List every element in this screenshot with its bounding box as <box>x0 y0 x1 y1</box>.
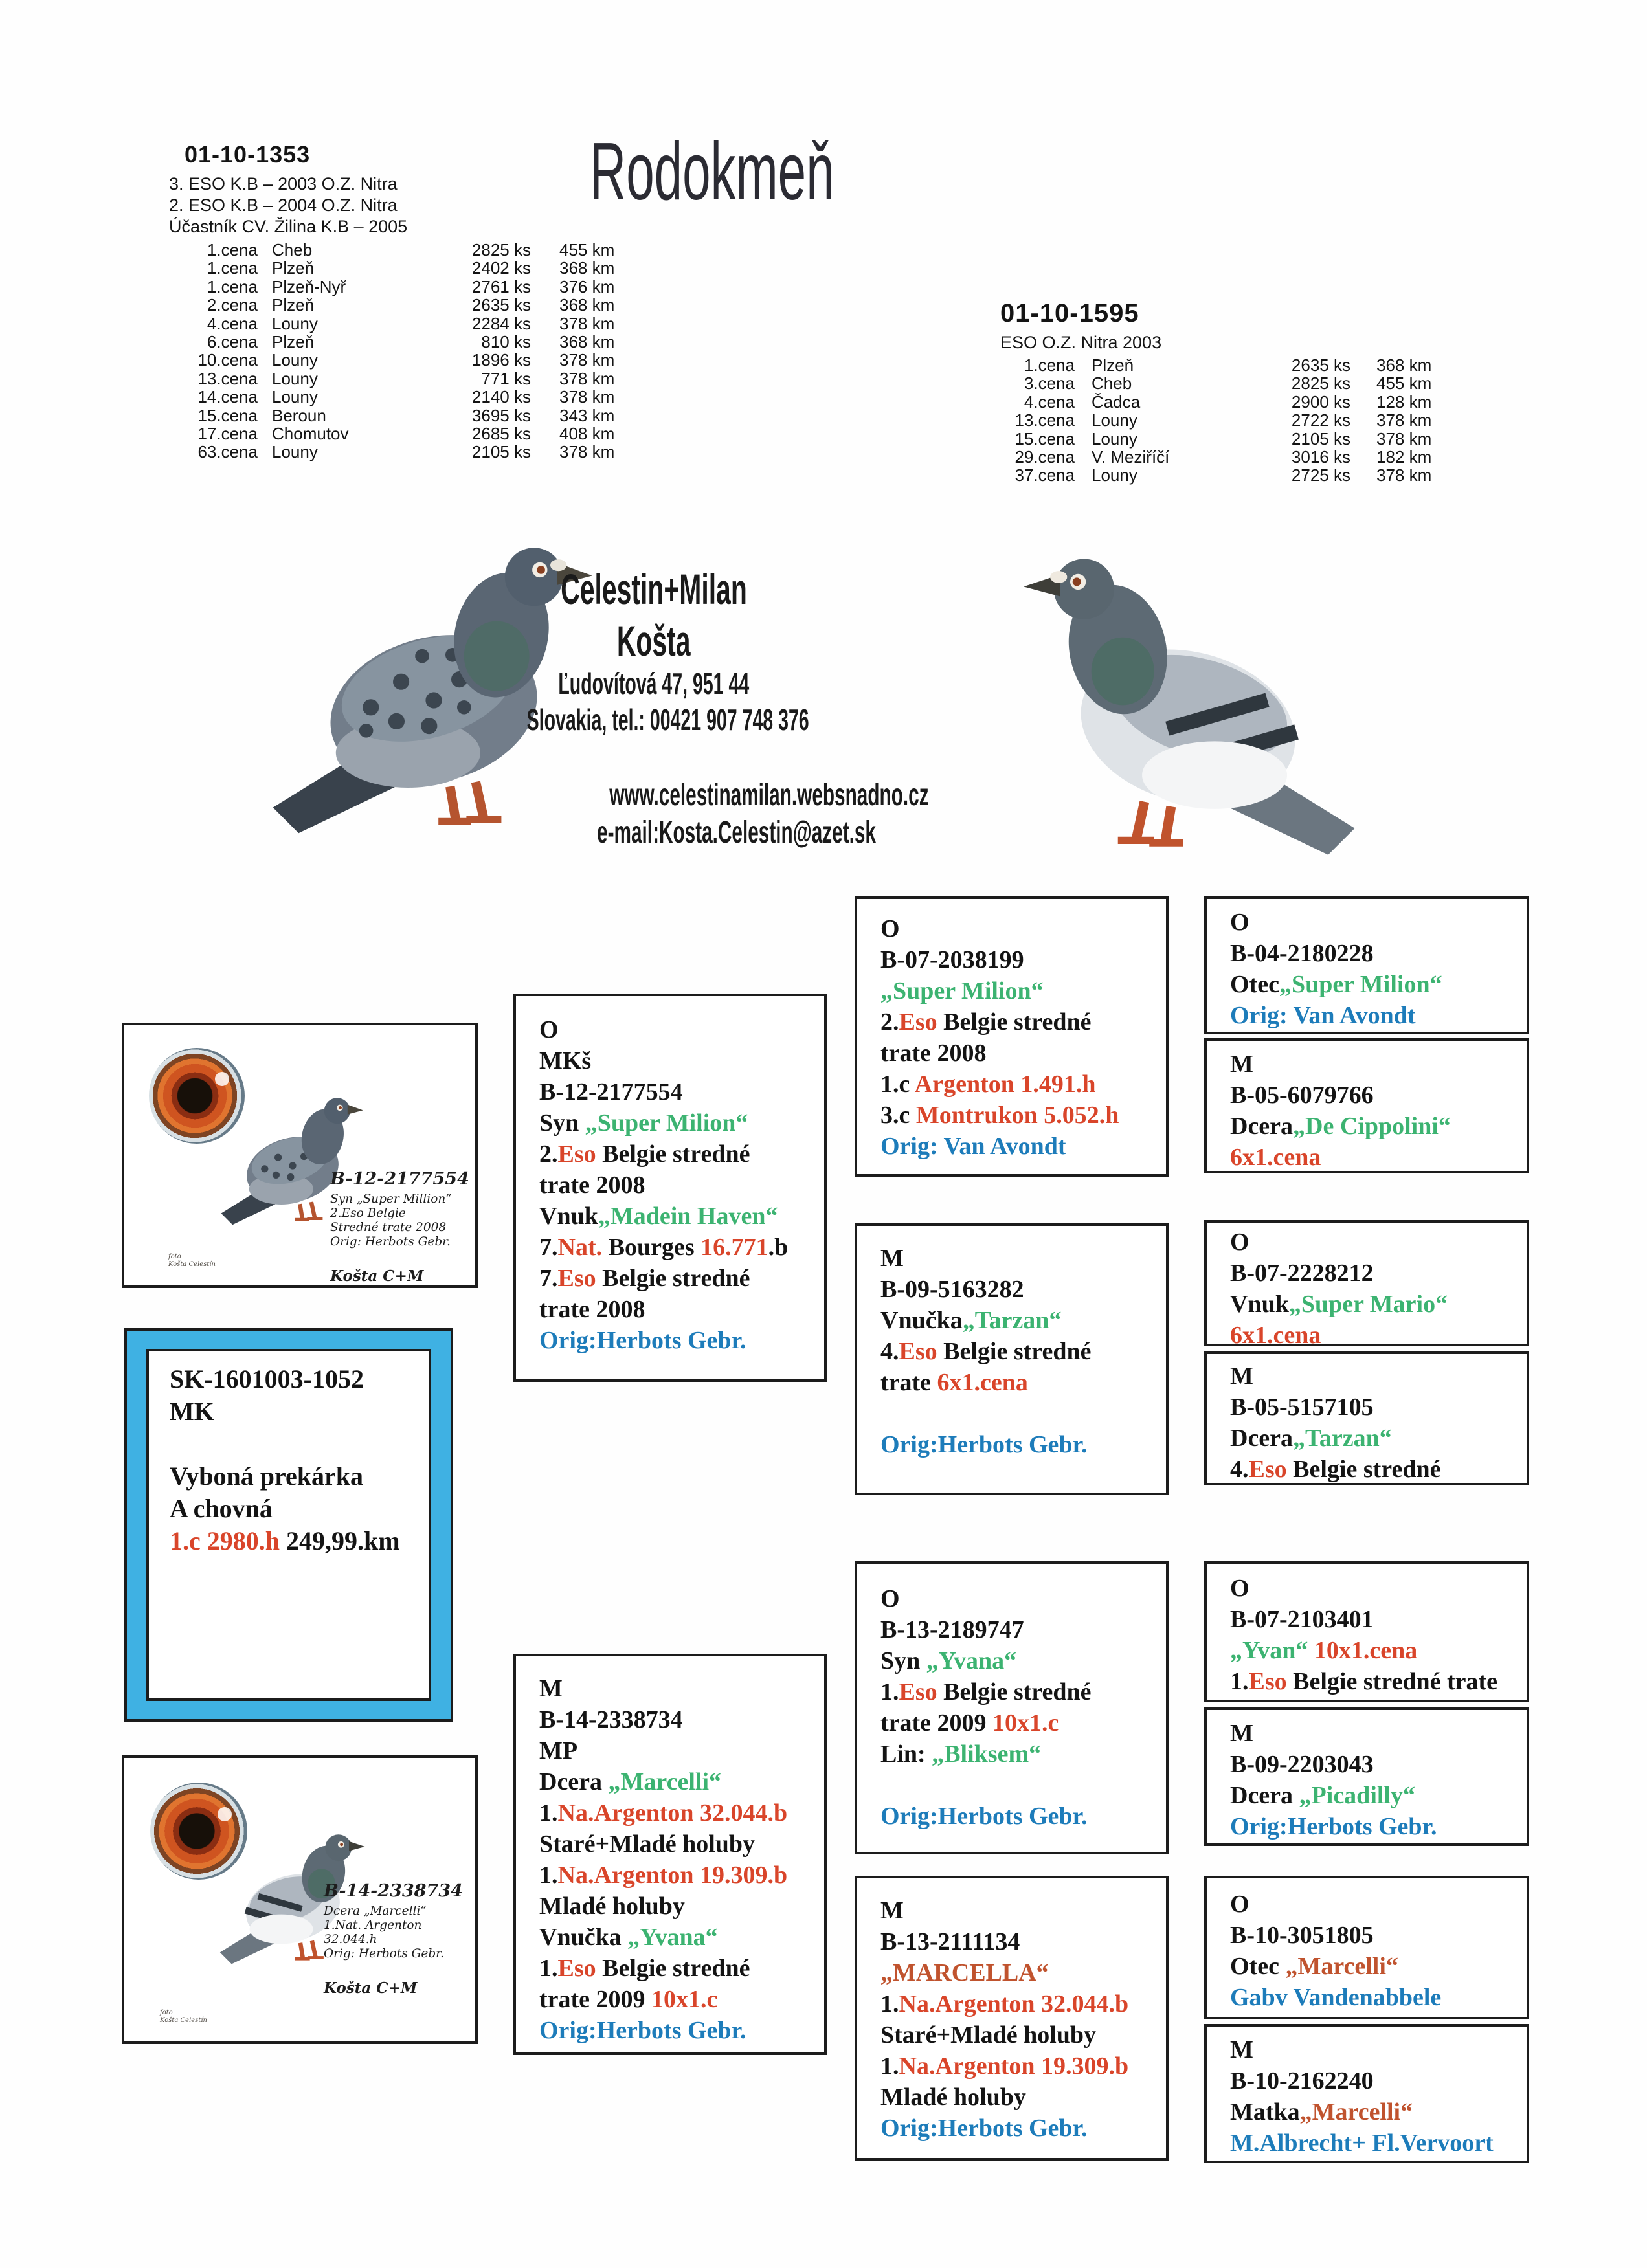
race-place: Plzeň <box>1092 355 1134 375</box>
pedigree-line: trate 6x1.cena <box>880 1369 1028 1396</box>
race-distance: 378 km <box>559 368 615 388</box>
race-place: Louny <box>272 313 318 333</box>
race-distance: 182 km <box>1376 447 1432 467</box>
race-result-row <box>183 241 614 259</box>
pedigree-line: B-10-2162240 <box>1230 2067 1374 2095</box>
caption-line: Orig: Herbots Gebr. <box>330 1235 451 1249</box>
pedigree-line: M <box>1230 1362 1253 1390</box>
pedigree-line: Orig:Herbots Gebr. <box>880 1803 1088 1830</box>
race-rank: 2.cena <box>207 295 258 315</box>
race-result-row <box>183 259 614 277</box>
race-birds-count: 2140 ks <box>471 387 531 407</box>
pedigree-line <box>880 1770 1160 1801</box>
race-distance: 378 km <box>559 313 615 333</box>
race-result-row <box>1000 430 1431 448</box>
pedigree-line: Lin: „Bliksem“ <box>880 1740 1042 1768</box>
pedigree-box-grandsire-1 <box>855 896 1169 1177</box>
pedigree-line: Mladé holuby <box>539 1893 685 1920</box>
pedigree-line: B-09-2203043 <box>1230 1751 1374 1778</box>
race-rank: 37.cena <box>1014 465 1075 485</box>
race-result-row <box>183 370 614 388</box>
pedigree-line: Mladé holuby <box>880 2084 1026 2111</box>
pedigree-line: 1.Na.Argenton 19.309.b <box>539 1862 788 1889</box>
caption-ring: B-14-2338734 <box>324 1881 463 1901</box>
race-place: Louny <box>1092 410 1137 430</box>
caption-signature: Košta C+M <box>324 1979 418 1997</box>
race-place: Louny <box>1092 428 1137 449</box>
pedigree-line: Staré+Mladé holuby <box>880 2021 1097 2049</box>
achievement-line: 2. ESO K.B – 2004 O.Z. Nitra <box>169 195 398 215</box>
pedigree-line: Dcera„Tarzan“ <box>1230 1425 1392 1452</box>
pedigree-line: Matka„Marcelli“ <box>1230 2098 1413 2126</box>
race-rank: 29.cena <box>1014 447 1075 467</box>
race-result-row <box>183 278 614 296</box>
caption-line: 1.Nat. Argenton 32.044.h <box>324 1918 422 1946</box>
race-birds-count: 2284 ks <box>471 313 531 333</box>
pedigree-line: Vnučka „Yvana“ <box>539 1924 718 1951</box>
pedigree-line: Otec „Marcelli“ <box>1230 1953 1398 1980</box>
race-birds-count: 2722 ks <box>1291 410 1350 430</box>
pedigree-box-granddam-1 <box>855 1223 1169 1495</box>
subject-card-frame <box>124 1328 453 1722</box>
pedigree-line: A chovná <box>170 1494 273 1523</box>
pigeon-photo-right <box>1007 498 1369 900</box>
subject-card <box>146 1349 431 1701</box>
pedigree-line: B-12-2177554 <box>539 1078 683 1106</box>
pedigree-line: Orig:Herbots Gebr. <box>880 2115 1088 2142</box>
race-birds-count: 2635 ks <box>1291 355 1350 375</box>
pedigree-line: B-05-6079766 <box>1230 1082 1374 1109</box>
pedigree-line: M.Albrecht+ Fl.Vervoort <box>1230 2129 1494 2157</box>
race-rank: 3.cena <box>1024 373 1075 394</box>
caption-line: Orig: Herbots Gebr. <box>324 1947 444 1961</box>
breeder-phone: Slovakia, tel.: 00421 907 748 376 <box>526 703 809 737</box>
race-result-row <box>1000 374 1431 392</box>
pedigree-box-ggparent-4 <box>1204 1351 1529 1485</box>
pedigree-line: Vnuk„Super Mario“ <box>1230 1291 1448 1318</box>
race-place: Plzeň <box>272 295 315 315</box>
pedigree-line: Vnučka„Tarzan“ <box>880 1307 1062 1334</box>
pedigree-line: O <box>880 915 900 942</box>
race-birds-count: 2825 ks <box>1291 373 1350 394</box>
race-result-row <box>183 351 614 369</box>
race-birds-count: 771 ks <box>481 368 531 388</box>
pedigree-box-grandsire-2 <box>855 1561 1169 1854</box>
caption-line: Dcera „Marcelli“ <box>324 1904 427 1918</box>
breeder-name-line2: Košta <box>617 617 691 665</box>
pedigree-line: trate 2008 <box>539 1296 645 1323</box>
pedigree-box-dam <box>513 1654 827 2055</box>
caption-signature: Košta C+M <box>330 1267 424 1285</box>
race-distance: 378 km <box>559 387 615 407</box>
race-rank: 15.cena <box>1014 428 1075 449</box>
pedigree-line: MK <box>170 1397 214 1426</box>
pedigree-line: SK-1601003-1052 <box>170 1364 364 1394</box>
pedigree-box-ggparent-1 <box>1204 896 1529 1034</box>
pedigree-line: O <box>880 1585 900 1612</box>
pedigree-line: 1.Na.Argenton 19.309.b <box>880 2052 1129 2080</box>
pedigree-line: B-13-2111134 <box>880 1928 1020 1955</box>
pedigree-line: 1.Eso Belgie stredné <box>880 1678 1092 1706</box>
race-result-row <box>1000 356 1431 374</box>
pedigree-line: Orig:Herbots Gebr. <box>539 2017 746 2044</box>
pedigree-line: O <box>1230 1891 1249 1918</box>
race-distance: 368 km <box>559 258 615 278</box>
pedigree-line: 7.Eso Belgie stredné <box>539 1265 750 1292</box>
left-ring-number: 01-10-1353 <box>185 141 311 168</box>
race-birds-count: 2761 ks <box>471 276 531 296</box>
pedigree-box-granddam-2 <box>855 1876 1169 2161</box>
pedigree-line: Orig:Herbots Gebr. <box>1230 1813 1437 1840</box>
race-place: V. Meziříčí <box>1092 447 1170 467</box>
race-birds-count: 2402 ks <box>471 258 531 278</box>
pedigree-box-sire <box>513 994 827 1382</box>
race-place: Louny <box>272 387 318 407</box>
race-place: Louny <box>272 350 318 370</box>
pedigree-line: 2.Eso Belgie stredné <box>880 1008 1092 1036</box>
race-result-row <box>183 406 614 425</box>
pedigree-line: O <box>1230 909 1249 936</box>
race-distance: 343 km <box>559 405 615 425</box>
pedigree-line: 1.Na.Argenton 32.044.b <box>539 1799 788 1827</box>
pedigree-line: B-07-2228212 <box>1230 1260 1374 1287</box>
race-distance: 378 km <box>559 350 615 370</box>
pedigree-line: 3.c Montrukon 5.052.h <box>880 1102 1119 1129</box>
race-birds-count: 2105 ks <box>471 442 531 462</box>
race-distance: 128 km <box>1376 392 1432 412</box>
breeder-name <box>447 563 861 667</box>
photo-credit: foto Košta Celestín <box>168 1253 216 1268</box>
pedigree-line <box>170 1428 423 1460</box>
pedigree-line: O <box>1230 1228 1249 1256</box>
race-birds-count: 2900 ks <box>1291 392 1350 412</box>
race-result-row <box>183 333 614 351</box>
pedigree-line: 1.Na.Argenton 32.044.b <box>880 1990 1129 2018</box>
race-rank: 4.cena <box>1024 392 1075 412</box>
caption-line: Syn „Super Million“ <box>330 1192 452 1206</box>
pedigree-line: MP <box>539 1737 578 1764</box>
race-result-row <box>183 388 614 406</box>
race-rank: 1.cena <box>207 276 258 296</box>
pedigree-line: Dcera „Picadilly“ <box>1230 1782 1415 1809</box>
breeder-web-block <box>511 777 929 852</box>
race-birds-count: 3695 ks <box>471 405 531 425</box>
pedigree-line: 1.Eso Belgie stredné trate <box>1230 1668 1497 1695</box>
race-distance: 378 km <box>1376 428 1432 449</box>
photo-card-sire <box>122 1023 478 1288</box>
pedigree-line: 6x1.cena <box>1230 1322 1321 1349</box>
pedigree-box-ggparent-3 <box>1204 1220 1529 1349</box>
pedigree-line: M <box>880 1245 904 1272</box>
race-distance: 376 km <box>559 276 615 296</box>
pedigree-line: M <box>880 1897 904 1924</box>
race-place: Cheb <box>272 240 313 260</box>
pedigree-line: Gabv Vandenabbele <box>1230 1984 1442 2011</box>
race-rank: 63.cena <box>197 442 258 462</box>
race-rank: 14.cena <box>197 387 258 407</box>
race-rank: 10.cena <box>197 350 258 370</box>
pedigree-line: trate 2009 10x1.c <box>539 1986 718 2013</box>
race-rank: 13.cena <box>197 368 258 388</box>
pedigree-line: O <box>1230 1575 1249 1602</box>
pedigree-box-ggparent-8 <box>1204 2024 1529 2163</box>
pedigree-line: Vyboná prekárka <box>170 1462 363 1491</box>
pedigree-line: B-05-5157105 <box>1230 1394 1374 1421</box>
race-place: Louny <box>1092 465 1137 485</box>
race-result-row <box>1000 393 1431 411</box>
pedigree-line: 1.Eso Belgie stredné <box>539 1955 750 1982</box>
photo-caption-2 <box>324 1878 476 1997</box>
race-distance: 368 km <box>559 332 615 352</box>
pedigree-line: B-09-5163282 <box>880 1276 1024 1303</box>
right-ring-number: 01-10-1595 <box>1000 299 1139 328</box>
pedigree-line: B-13-2189747 <box>880 1616 1024 1643</box>
breeder-website: www.celestinamilan.websnadno.cz <box>609 778 929 812</box>
race-rank: 13.cena <box>1014 410 1075 430</box>
right-results-table <box>1000 356 1431 485</box>
race-birds-count: 1896 ks <box>471 350 531 370</box>
pedigree-box-ggparent-6 <box>1204 1707 1529 1846</box>
race-place: Plzeň <box>272 332 315 352</box>
race-birds-count: 2825 ks <box>471 240 531 260</box>
right-results-block <box>1000 299 1431 485</box>
race-place: Plzeň-Nyř <box>272 276 346 296</box>
race-birds-count: 2725 ks <box>1291 465 1350 485</box>
breeder-email: e-mail:Kosta.Celestin@azet.sk <box>597 816 876 850</box>
pedigree-line: O <box>539 1016 559 1043</box>
race-result-row <box>183 296 614 314</box>
pedigree-line: „Super Milion“ <box>880 977 1044 1005</box>
race-distance: 368 km <box>1376 355 1432 375</box>
pedigree-line: M <box>1230 1051 1253 1078</box>
page-title-text: Rodokmeň <box>590 126 835 217</box>
pedigree-box-ggparent-5 <box>1204 1561 1529 1702</box>
pedigree-line: Syn „Yvana“ <box>880 1647 1017 1674</box>
achievement-line: Účastník CV. Žilina K.B – 2005 <box>169 217 408 236</box>
breeder-address: Ľudovítová 47, 951 44 <box>558 667 750 700</box>
photo-credit: foto Košta Celestín <box>160 2009 207 2024</box>
race-distance: 378 km <box>1376 410 1432 430</box>
race-rank: 1.cena <box>207 258 258 278</box>
race-place: Beroun <box>272 405 326 425</box>
pedigree-line: 7.Nat. Bourges 16.771.b <box>539 1234 789 1261</box>
left-results-table <box>183 241 614 461</box>
achievement-line: ESO O.Z. Nitra 2003 <box>1000 333 1162 352</box>
race-place: Čadca <box>1092 392 1141 412</box>
race-distance: 378 km <box>1376 465 1432 485</box>
race-result-row <box>1000 411 1431 429</box>
race-result-row <box>1000 466 1431 484</box>
pedigree-line: M <box>539 1675 563 1702</box>
breeder-name-line1: Celestin+Milan <box>561 565 747 613</box>
race-rank: 6.cena <box>207 332 258 352</box>
race-place: Cheb <box>1092 373 1132 394</box>
pedigree-line: 2.Eso Belgie stredné <box>539 1140 750 1168</box>
race-result-row <box>183 443 614 461</box>
pedigree-line: B-07-2103401 <box>1230 1606 1374 1633</box>
race-birds-count: 810 ks <box>481 332 531 352</box>
caption-ring: B-12-2177554 <box>330 1169 469 1189</box>
page-title <box>492 124 932 218</box>
race-rank: 17.cena <box>197 424 258 444</box>
race-distance: 455 km <box>559 240 615 260</box>
pedigree-line: B-14-2338734 <box>539 1706 683 1733</box>
race-birds-count: 3016 ks <box>1291 447 1350 467</box>
achievement-line: 3. ESO K.B – 2003 O.Z. Nitra <box>169 174 398 194</box>
pedigree-line: „Yvan“ 10x1.cena <box>1230 1637 1418 1664</box>
pedigree-line: Staré+Mladé holuby <box>539 1830 756 1858</box>
pedigree-line: Orig: Van Avondt <box>1230 1002 1416 1029</box>
race-rank: 15.cena <box>197 405 258 425</box>
race-distance: 368 km <box>559 295 615 315</box>
race-distance: 408 km <box>559 424 615 444</box>
breeder-address-block <box>440 665 868 738</box>
race-distance: 455 km <box>1376 373 1432 394</box>
pedigree-box-ggparent-2 <box>1204 1038 1529 1173</box>
pedigree-line: MKš <box>539 1047 592 1074</box>
pedigree-line: Orig: Van Avondt <box>880 1133 1066 1160</box>
pedigree-line: B-04-2180228 <box>1230 940 1374 967</box>
pedigree-box-ggparent-7 <box>1204 1876 1529 2019</box>
pedigree-line: Vnuk„Madein Haven“ <box>539 1203 778 1230</box>
race-result-row <box>1000 448 1431 466</box>
pedigree-line: Orig:Herbots Gebr. <box>539 1327 746 1354</box>
pedigree-line: 6x1.cena <box>1230 1144 1321 1171</box>
race-place: Chomutov <box>272 424 349 444</box>
pedigree-line: trate 2008 <box>880 1040 987 1067</box>
pedigree-line: M <box>1230 1720 1253 1747</box>
pedigree-line: 1.c Argenton 1.491.h <box>880 1071 1096 1098</box>
race-distance: 378 km <box>559 442 615 462</box>
pedigree-line: Orig:Herbots Gebr. <box>880 1431 1088 1458</box>
race-result-row <box>183 425 614 443</box>
caption-line: Stredné trate 2008 <box>330 1221 447 1234</box>
photo-caption-1 <box>330 1166 476 1285</box>
pedigree-line: trate 2008 <box>539 1172 645 1199</box>
race-place: Louny <box>272 368 318 388</box>
race-result-row <box>183 315 614 333</box>
race-birds-count: 2685 ks <box>471 424 531 444</box>
pedigree-line: Syn „Super Milion“ <box>539 1109 748 1137</box>
pedigree-line: trate 2009 10x1.c <box>880 1709 1059 1737</box>
pedigree-line: Otec„Super Milion“ <box>1230 971 1442 998</box>
pedigree-line: 4.Eso Belgie stredné <box>880 1338 1092 1365</box>
race-place: Louny <box>272 442 318 462</box>
race-birds-count: 2105 ks <box>1291 428 1350 449</box>
caption-line: 2.Eso Belgie <box>330 1206 406 1220</box>
race-rank: 1.cena <box>207 240 258 260</box>
pedigree-line: M <box>1230 2036 1253 2063</box>
race-place: Plzeň <box>272 258 315 278</box>
pedigree-line: 4.Eso Belgie stredné <box>1230 1456 1441 1483</box>
pedigree-line: Dcera „Marcelli“ <box>539 1768 721 1796</box>
race-rank: 4.cena <box>207 313 258 333</box>
pedigree-line: B-07-2038199 <box>880 946 1024 973</box>
pedigree-line <box>880 1398 1160 1429</box>
pedigree-line: Dcera„De Cippolini“ <box>1230 1113 1451 1140</box>
race-birds-count: 2635 ks <box>471 295 531 315</box>
pedigree-line: B-10-3051805 <box>1230 1922 1374 1949</box>
pedigree-line: 1.c 2980.h 249,99.km <box>170 1526 400 1555</box>
photo-card-dam <box>122 1755 478 2044</box>
pedigree-line: „MARCELLA“ <box>880 1959 1049 1986</box>
race-rank: 1.cena <box>1024 355 1075 375</box>
